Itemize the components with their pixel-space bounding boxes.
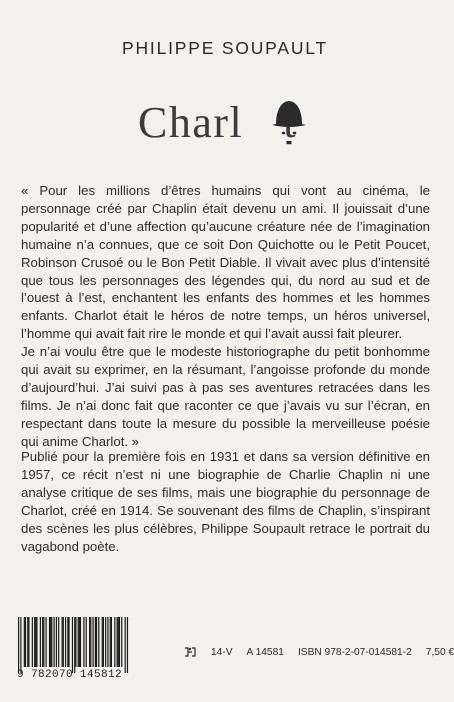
barcode-bar — [92, 617, 93, 667]
barcode-bar — [90, 617, 91, 667]
price: 7,50 € — [425, 646, 454, 658]
title-letters: Charl — [138, 98, 244, 147]
barcode-bar — [119, 617, 120, 667]
imprint-line — [183, 643, 454, 661]
barcode-bar — [27, 617, 28, 667]
barcode-bar — [68, 617, 69, 667]
barcode-bar — [36, 617, 37, 667]
barcode-bar — [89, 617, 90, 667]
barcode-bar — [54, 617, 55, 667]
barcode-bar — [98, 617, 99, 667]
barcode — [18, 617, 128, 677]
barcode-bar — [42, 617, 43, 667]
barcode-bar — [25, 617, 26, 667]
quote-paragraph-1: « Pour les millions d’êtres humains qui vont au cinéma, le personnage créé par Chaplin était devenu un ami. Il jouissait d’une popularité et d’une affection qu’aucune créature née de l’imagination humaine n’a connues, que ce soit Don Quichotte ou le Petit Poucet, Robinson Crusoé ou le Bon Petit Diable. Il vivait avec plus d’intensité que tous les personnages des légendes qui, du nord au sud et de l’ouest à l’est, enchantent les enfants des hommes et les hommes enfants. Charlot était le héros de notre temps, un héros universel, l’homme qui avait fait rire le monde et qui l’avait aussi fait pleurer. — [21, 183, 430, 342]
barcode-bar — [125, 617, 126, 673]
barcode-bar — [95, 617, 96, 667]
barcode-bar — [110, 617, 111, 667]
barcode-bar — [20, 617, 21, 673]
barcode-bar — [58, 617, 59, 667]
barcode-bar — [67, 617, 68, 667]
isbn: ISBN 978-2-07-014581-2 — [297, 646, 412, 658]
barcode-bar — [74, 617, 75, 673]
barcode-bar — [18, 617, 19, 673]
barcode-bar — [72, 617, 73, 673]
imprint-code: 14-V — [211, 646, 233, 658]
barcode-bar — [40, 617, 41, 667]
barcode-bar — [127, 617, 128, 673]
barcode-bar — [83, 617, 84, 667]
barcode-bar — [105, 617, 106, 667]
barcode-bar — [111, 617, 112, 667]
bowler-hat-face-icon — [269, 94, 309, 152]
barcode-bar — [63, 617, 64, 667]
barcode-bar — [28, 617, 29, 667]
barcode-bar — [107, 617, 108, 667]
barcode-bar — [114, 617, 115, 667]
blurb-paragraph: Publié pour la première fois en 1931 et dans sa version définitive en 1957, ce récit n’est ni une biographie de Charlie Chaplin ni une analyse critique de ses films, mais une biographie du personnage de Charlot, créé en 1914. Se souvenant des films de Chaplin, s’inspirant des scènes les plus célèbres, Philippe Soupault retrace le portrait du vagabond poète. — [21, 449, 430, 554]
barcode-bar — [32, 617, 33, 667]
barcode-bar — [78, 617, 79, 667]
barcode-bar — [121, 617, 122, 667]
barcode-bar — [96, 617, 97, 667]
barcode-bar — [80, 617, 81, 667]
barcode-bar — [86, 617, 87, 667]
barcode-bar — [43, 617, 44, 667]
publisher-logo-icon — [183, 645, 197, 659]
barcode-bar — [24, 617, 25, 667]
barcode-bar — [103, 617, 104, 667]
barcode-bar — [49, 617, 50, 667]
barcode-bar — [34, 617, 35, 667]
barcode-bar — [117, 617, 118, 667]
author-name: PHILIPPE SOUPAULT — [122, 38, 328, 58]
blurb-block — [21, 448, 430, 555]
quote-block — [21, 182, 430, 451]
barcode-bar — [50, 617, 51, 667]
barcode-bar — [51, 617, 52, 667]
barcode-bar — [75, 617, 76, 667]
quote-paragraph-2: Je n’ai voulu être que le modeste historiographe du petit bonhomme qui avait su exprimer, en la résumant, l’angoisse profonde du monde d’aujourd’hui. J’ai suivi pas à pas ses aventures retracées dans les films. Je n’ai donc fait que raconter ce que j’avais vu sur l’écran, en respectant dans toute la mesure du possible la merveilleuse poésie qui anime Charlot. » — [21, 344, 430, 449]
barcode-bar — [46, 617, 47, 667]
barcode-bar — [79, 617, 80, 667]
barcode-bar — [35, 617, 36, 667]
barcode-digits: 9 782070 145812 — [17, 669, 123, 681]
barcode-bar — [56, 617, 57, 667]
barcode-bar — [65, 617, 66, 667]
barcode-bar — [118, 617, 119, 667]
barcode-bar — [102, 617, 103, 667]
imprint-reference: A 14581 — [246, 646, 284, 658]
barcode-bar — [62, 617, 63, 667]
